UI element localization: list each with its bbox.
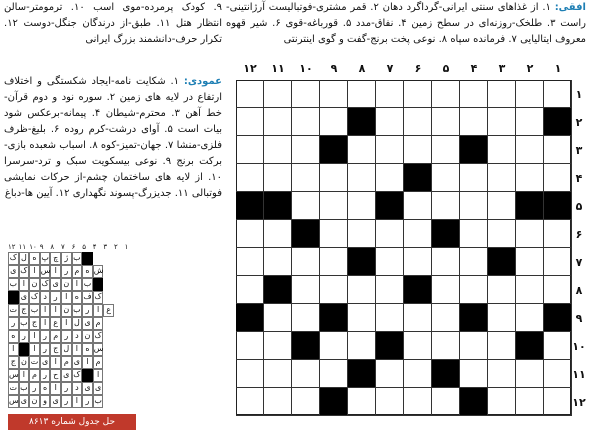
solution-black-cell bbox=[82, 252, 93, 265]
solution-letter-cell: ا bbox=[29, 343, 40, 356]
column-number: ۵ bbox=[442, 62, 450, 75]
letter-cell[interactable] bbox=[544, 164, 572, 192]
solution-letter-cell: ج bbox=[19, 304, 30, 317]
solution-grid bbox=[8, 252, 136, 414]
letter-cell[interactable] bbox=[236, 80, 264, 108]
letter-cell[interactable] bbox=[376, 304, 404, 332]
solution-letter-cell: ی bbox=[93, 382, 104, 395]
letter-cell[interactable] bbox=[292, 388, 320, 416]
letter-cell[interactable] bbox=[292, 360, 320, 388]
solution-letter-cell: ب bbox=[8, 278, 19, 291]
letter-cell[interactable] bbox=[292, 304, 320, 332]
black-cell bbox=[264, 192, 292, 220]
black-cell bbox=[292, 220, 320, 248]
black-cell bbox=[432, 360, 460, 388]
solution-letter-cell: س bbox=[8, 395, 19, 408]
solution-letter-cell: ه bbox=[72, 291, 83, 304]
letter-cell[interactable] bbox=[292, 248, 320, 276]
letter-cell[interactable] bbox=[236, 164, 264, 192]
letter-cell[interactable] bbox=[432, 164, 460, 192]
solution-letter-cell: ی bbox=[50, 278, 61, 291]
letter-cell[interactable] bbox=[516, 220, 544, 248]
letter-cell[interactable] bbox=[432, 276, 460, 304]
solution-letter-cell: ر bbox=[61, 382, 72, 395]
letter-cell[interactable] bbox=[488, 164, 516, 192]
black-cell bbox=[348, 360, 376, 388]
letter-cell[interactable] bbox=[264, 304, 292, 332]
solution-letter-cell: ج bbox=[50, 343, 61, 356]
row-number: ۲ bbox=[575, 116, 583, 129]
clues-continued bbox=[4, 0, 222, 54]
letter-cell[interactable] bbox=[320, 164, 348, 192]
letter-cell[interactable] bbox=[460, 220, 488, 248]
letter-cell[interactable] bbox=[488, 388, 516, 416]
letter-cell[interactable] bbox=[236, 276, 264, 304]
solution-column-number: ۳ bbox=[103, 243, 108, 251]
solution-letter-cell: پ bbox=[40, 252, 51, 265]
letter-cell[interactable] bbox=[264, 136, 292, 164]
letter-cell[interactable] bbox=[488, 332, 516, 360]
solution-letter-cell: س bbox=[93, 343, 104, 356]
solution-letter-cell: ا bbox=[93, 369, 104, 382]
solution-letter-cell: ع bbox=[103, 304, 114, 317]
solution-black-cell bbox=[19, 343, 30, 356]
letter-cell[interactable] bbox=[516, 276, 544, 304]
letter-cell[interactable] bbox=[516, 248, 544, 276]
solution-column-number: ۱۰ bbox=[29, 243, 37, 251]
letter-cell[interactable] bbox=[292, 136, 320, 164]
letter-cell[interactable] bbox=[236, 332, 264, 360]
row-number: ۵ bbox=[575, 200, 583, 213]
letter-cell[interactable] bbox=[404, 388, 432, 416]
letter-cell[interactable] bbox=[432, 332, 460, 360]
solution-letter-cell: ر bbox=[40, 369, 51, 382]
letter-cell[interactable] bbox=[320, 80, 348, 108]
solution-letter-cell: ی bbox=[19, 291, 30, 304]
solution-letter-cell: ت bbox=[8, 382, 19, 395]
black-cell bbox=[460, 388, 488, 416]
letter-cell[interactable] bbox=[460, 80, 488, 108]
solution-letter-cell: ا bbox=[61, 291, 72, 304]
letter-cell[interactable] bbox=[376, 164, 404, 192]
solution-letter-cell: ه bbox=[29, 252, 40, 265]
solution-letter-cell: ن bbox=[29, 278, 40, 291]
letter-cell[interactable] bbox=[488, 360, 516, 388]
letter-cell[interactable] bbox=[516, 164, 544, 192]
letter-cell[interactable] bbox=[320, 332, 348, 360]
solution-label: حل جدول شماره ۸۶۱۳ bbox=[8, 414, 136, 430]
crossword-grid[interactable] bbox=[236, 80, 571, 415]
letter-cell[interactable] bbox=[544, 248, 572, 276]
solution-letter-cell: ن bbox=[61, 278, 72, 291]
solution-column-number: ۹ bbox=[39, 243, 44, 251]
solution-letter-cell: ی bbox=[8, 265, 19, 278]
solution-letter-cell: ی bbox=[82, 382, 93, 395]
solution-letter-cell: ا bbox=[93, 304, 104, 317]
black-cell bbox=[348, 108, 376, 136]
solution-letter-cell: ه bbox=[82, 343, 93, 356]
solution-letter-cell: م bbox=[29, 369, 40, 382]
solution-letter-cell: ک bbox=[19, 265, 30, 278]
black-cell bbox=[320, 388, 348, 416]
row-number: ۱۱ bbox=[572, 368, 586, 381]
solution-letter-cell: ی bbox=[50, 395, 61, 408]
row-number: ۷ bbox=[575, 256, 583, 269]
solution-letter-cell: ب bbox=[82, 278, 93, 291]
clues-vertical bbox=[4, 74, 222, 238]
solution-letter-cell: ک bbox=[93, 291, 104, 304]
solution-letter-cell: د bbox=[40, 291, 51, 304]
letter-cell[interactable] bbox=[432, 304, 460, 332]
letter-cell[interactable] bbox=[544, 276, 572, 304]
solution-letter-cell: ا bbox=[29, 330, 40, 343]
solution-letter-cell: ت bbox=[8, 304, 19, 317]
black-cell bbox=[404, 276, 432, 304]
letter-cell[interactable] bbox=[236, 108, 264, 136]
solution-letter-cell: ا bbox=[72, 343, 83, 356]
letter-cell[interactable] bbox=[264, 220, 292, 248]
row-number: ۶ bbox=[575, 228, 583, 241]
solution-letter-cell: ر bbox=[82, 395, 93, 408]
solution-letter-cell: م bbox=[72, 265, 83, 278]
solution-letter-cell: ف bbox=[82, 291, 93, 304]
letter-cell[interactable] bbox=[488, 276, 516, 304]
solution-letter-cell: ا bbox=[50, 304, 61, 317]
solution-letter-cell: ل bbox=[72, 317, 83, 330]
solution-letter-cell: ی bbox=[40, 356, 51, 369]
solution-letter-cell: ا bbox=[19, 278, 30, 291]
solution-letter-cell: ا bbox=[8, 343, 19, 356]
letter-cell[interactable] bbox=[320, 360, 348, 388]
letter-cell[interactable] bbox=[376, 248, 404, 276]
letter-cell[interactable] bbox=[376, 108, 404, 136]
letter-cell[interactable] bbox=[404, 360, 432, 388]
solution-letter-cell: ا bbox=[72, 278, 83, 291]
letter-cell[interactable] bbox=[544, 80, 572, 108]
black-cell bbox=[264, 276, 292, 304]
solution-letter-cell: ش bbox=[93, 265, 104, 278]
letter-cell[interactable] bbox=[264, 108, 292, 136]
solution-letter-cell: م bbox=[50, 330, 61, 343]
letter-cell[interactable] bbox=[404, 248, 432, 276]
letter-cell[interactable] bbox=[404, 332, 432, 360]
solution-letter-cell: ب bbox=[19, 382, 30, 395]
solution-black-cell bbox=[82, 369, 93, 382]
letter-cell[interactable] bbox=[320, 192, 348, 220]
letter-cell[interactable] bbox=[264, 332, 292, 360]
solution-letter-cell: ا bbox=[50, 382, 61, 395]
letter-cell[interactable] bbox=[236, 388, 264, 416]
black-cell bbox=[544, 192, 572, 220]
solution-letter-cell: ر bbox=[40, 343, 51, 356]
letter-cell[interactable] bbox=[544, 332, 572, 360]
solution-letter-cell: د bbox=[72, 382, 83, 395]
letter-cell[interactable] bbox=[488, 192, 516, 220]
letter-cell[interactable] bbox=[292, 108, 320, 136]
continued-clue-text: ۹. کودک پرمرده-موی اسب ۱۰. ترمومتر-سالن انتظار هتل ۱۱. طبق-از درندگان جنگل-دوست ۱۲. تکرار حرف-دانشمند بزرگ ایرانی bbox=[4, 2, 222, 45]
black-cell bbox=[292, 332, 320, 360]
solution-column-number: ۱ bbox=[124, 243, 129, 251]
solution-black-cell bbox=[8, 291, 19, 304]
letter-cell[interactable] bbox=[348, 276, 376, 304]
solution-column-number: ۱۲ bbox=[8, 243, 16, 251]
letter-cell[interactable] bbox=[320, 108, 348, 136]
solution-letter-cell: ج bbox=[29, 317, 40, 330]
solution-letter-cell: ن bbox=[61, 304, 72, 317]
solution-letter-cell: ب bbox=[72, 252, 83, 265]
solution-letter-cell: ک bbox=[29, 291, 40, 304]
solution-letter-cell: س bbox=[8, 369, 19, 382]
solution-letter-cell: ی bbox=[82, 317, 93, 330]
letter-cell[interactable] bbox=[460, 248, 488, 276]
letter-cell[interactable] bbox=[236, 220, 264, 248]
solution-column-number: ۲ bbox=[114, 243, 118, 251]
solution-letter-cell: ا bbox=[19, 369, 30, 382]
letter-cell[interactable] bbox=[404, 136, 432, 164]
letter-cell[interactable] bbox=[376, 220, 404, 248]
letter-cell[interactable] bbox=[432, 248, 460, 276]
letter-cell[interactable] bbox=[488, 220, 516, 248]
vertical-clue-text: ۱. شکایت نامه-ایجاد شکستگی و اختلاف ارتفاع در لایه های زمین ۲. سوره نود و دوم قرآن-خط آهن ۳. محترم-شیطان ۴. پیمانه-برعکس شود بیات است ۵. آوای درشت-کرم روده ۶. بلیغ-ظرف فلزی-منشا ۷. جهان-تمیز-کوه ۸. اسباب شعبده بازی-برکت برنج ۹. نوعی بیسکویت سبک و ترد-سرسرا ۱۰. از لایه های ساختمان چشم-از حرکات نمایشی فوتبالی ۱۱. جدیزرگ-پسوند نگهداری ۱۲. آیین ها-دباغ bbox=[4, 76, 222, 199]
black-cell bbox=[320, 136, 348, 164]
letter-cell[interactable] bbox=[516, 136, 544, 164]
letter-cell[interactable] bbox=[432, 192, 460, 220]
solution-letter-cell: ل bbox=[19, 252, 30, 265]
black-cell bbox=[348, 248, 376, 276]
letter-cell[interactable] bbox=[292, 80, 320, 108]
letter-cell[interactable] bbox=[460, 276, 488, 304]
letter-cell[interactable] bbox=[348, 332, 376, 360]
letter-cell[interactable] bbox=[544, 136, 572, 164]
solution-letter-cell: ن bbox=[29, 395, 40, 408]
solution-letter-cell: ن bbox=[82, 330, 93, 343]
black-cell bbox=[236, 192, 264, 220]
letter-cell[interactable] bbox=[264, 248, 292, 276]
letter-cell[interactable] bbox=[432, 136, 460, 164]
row-number: ۸ bbox=[575, 284, 583, 297]
solution-letter-cell: ر bbox=[29, 382, 40, 395]
solution-letter-cell: ن bbox=[19, 356, 30, 369]
letter-cell[interactable] bbox=[348, 164, 376, 192]
solution-letter-cell: ت bbox=[29, 356, 40, 369]
solution-letter-cell: ج bbox=[8, 356, 19, 369]
solution-letter-cell: ر bbox=[61, 330, 72, 343]
solution-letter-cell: ب bbox=[93, 395, 104, 408]
letter-cell[interactable] bbox=[404, 220, 432, 248]
row-number: ۴ bbox=[575, 172, 583, 185]
solution-letter-cell: ا bbox=[72, 395, 83, 408]
black-cell bbox=[460, 304, 488, 332]
letter-cell[interactable] bbox=[236, 248, 264, 276]
letter-cell[interactable] bbox=[516, 360, 544, 388]
letter-cell[interactable] bbox=[320, 248, 348, 276]
solution-letter-cell: ا bbox=[40, 304, 51, 317]
solution-letter-cell: د bbox=[72, 330, 83, 343]
row-number: ۱۲ bbox=[572, 396, 586, 409]
column-number: ۱ bbox=[554, 62, 562, 75]
letter-cell[interactable] bbox=[404, 80, 432, 108]
clues-horizontal bbox=[226, 0, 586, 58]
row-number: ۱۰ bbox=[572, 340, 586, 353]
column-number: ۳ bbox=[498, 62, 506, 75]
row-number: ۱ bbox=[575, 88, 583, 101]
solution-letter-cell: ب bbox=[29, 304, 40, 317]
letter-cell[interactable] bbox=[292, 164, 320, 192]
row-number: ۳ bbox=[575, 144, 583, 157]
letter-cell[interactable] bbox=[544, 388, 572, 416]
black-cell bbox=[404, 164, 432, 192]
letter-cell[interactable] bbox=[432, 80, 460, 108]
solution-column-number: ۷ bbox=[61, 243, 65, 251]
letter-cell[interactable] bbox=[460, 164, 488, 192]
solution-letter-cell: ا bbox=[61, 317, 72, 330]
letter-cell[interactable] bbox=[236, 136, 264, 164]
solution-letter-cell: ه bbox=[8, 330, 19, 343]
solution-letter-cell: م bbox=[93, 317, 104, 330]
letter-cell[interactable] bbox=[348, 220, 376, 248]
black-cell bbox=[376, 192, 404, 220]
letter-cell[interactable] bbox=[348, 136, 376, 164]
black-cell bbox=[488, 248, 516, 276]
horizontal-heading: افقی: bbox=[554, 2, 586, 13]
column-number: ۷ bbox=[386, 62, 394, 75]
solution-black-cell bbox=[93, 278, 104, 291]
solution-letter-cell: ر bbox=[40, 330, 51, 343]
column-number: ۱۰ bbox=[299, 62, 313, 75]
letter-cell[interactable] bbox=[544, 220, 572, 248]
solution-letter-cell: و bbox=[40, 395, 51, 408]
letter-cell[interactable] bbox=[460, 108, 488, 136]
vertical-heading: عمودی: bbox=[183, 76, 222, 87]
row-number: ۹ bbox=[575, 312, 583, 325]
solution-letter-cell: ر bbox=[61, 395, 72, 408]
solution-letter-cell: ک bbox=[40, 278, 51, 291]
column-number: ۴ bbox=[470, 62, 478, 75]
letter-cell[interactable] bbox=[516, 80, 544, 108]
letter-cell[interactable] bbox=[460, 192, 488, 220]
letter-cell[interactable] bbox=[320, 220, 348, 248]
letter-cell[interactable] bbox=[488, 304, 516, 332]
letter-cell[interactable] bbox=[292, 192, 320, 220]
letter-cell[interactable] bbox=[376, 80, 404, 108]
column-number: ۲ bbox=[526, 62, 534, 75]
column-number: ۹ bbox=[330, 62, 338, 75]
column-number: ۱۲ bbox=[243, 62, 257, 75]
letter-cell[interactable] bbox=[348, 192, 376, 220]
black-cell bbox=[544, 108, 572, 136]
solution-letter-cell: ا bbox=[50, 265, 61, 278]
solution-letter-cell: ر bbox=[8, 317, 19, 330]
solution-letter-cell: ک bbox=[8, 252, 19, 265]
solution-letter-cell: ب bbox=[72, 304, 83, 317]
letter-cell[interactable] bbox=[264, 360, 292, 388]
letter-cell[interactable] bbox=[404, 108, 432, 136]
column-number: ۱۱ bbox=[271, 62, 285, 75]
solution-letter-cell: ب bbox=[19, 317, 30, 330]
black-cell bbox=[516, 332, 544, 360]
solution-letter-cell: ر bbox=[61, 265, 72, 278]
solution-column-number: ۴ bbox=[92, 243, 97, 251]
solution-letter-cell: ه bbox=[82, 265, 93, 278]
solution-letter-cell: ا bbox=[82, 356, 93, 369]
letter-cell[interactable] bbox=[432, 108, 460, 136]
solution-column-number: ۵ bbox=[82, 243, 86, 251]
letter-cell[interactable] bbox=[376, 360, 404, 388]
solution-letter-cell: ر bbox=[82, 304, 93, 317]
letter-cell[interactable] bbox=[488, 136, 516, 164]
letter-cell[interactable] bbox=[460, 332, 488, 360]
solution-letter-cell: ا bbox=[40, 317, 51, 330]
letter-cell[interactable] bbox=[376, 276, 404, 304]
letter-cell[interactable] bbox=[376, 388, 404, 416]
black-cell bbox=[544, 304, 572, 332]
letter-cell[interactable] bbox=[292, 276, 320, 304]
letter-cell[interactable] bbox=[348, 80, 376, 108]
solution-letter-cell: ح bbox=[50, 369, 61, 382]
letter-cell[interactable] bbox=[348, 304, 376, 332]
solution-letter-cell: چ bbox=[50, 252, 61, 265]
letter-cell[interactable] bbox=[348, 388, 376, 416]
solution-letter-cell: ژ bbox=[61, 252, 72, 265]
solution-letter-cell: ا bbox=[29, 265, 40, 278]
letter-cell[interactable] bbox=[264, 80, 292, 108]
black-cell bbox=[516, 192, 544, 220]
letter-cell[interactable] bbox=[516, 108, 544, 136]
letter-cell[interactable] bbox=[516, 388, 544, 416]
solution-letter-cell: م bbox=[93, 356, 104, 369]
letter-cell[interactable] bbox=[404, 192, 432, 220]
solution-letter-cell: ی bbox=[61, 369, 72, 382]
letter-cell[interactable] bbox=[320, 276, 348, 304]
letter-cell[interactable] bbox=[432, 388, 460, 416]
solution-letter-cell: م bbox=[61, 356, 72, 369]
letter-cell[interactable] bbox=[264, 388, 292, 416]
letter-cell[interactable] bbox=[516, 304, 544, 332]
letter-cell[interactable] bbox=[264, 164, 292, 192]
letter-cell[interactable] bbox=[544, 360, 572, 388]
solution-letter-cell: ر bbox=[19, 330, 30, 343]
solution-column-number: ۱۱ bbox=[18, 243, 27, 251]
letter-cell[interactable] bbox=[376, 136, 404, 164]
solution-letter-cell: ی bbox=[19, 395, 30, 408]
horizontal-clue-text: ۱. از غذاهای سنتی ایرانی-گرداگرد دهان ۲. قمر مشتری-فوتبالیست آرژانتینی-راست ۳. طلخک-روزنه‌ای در سطح زمین ۴. نفاق-مدد ۵. قورباغه-قوی ۶. شیر قهوه معروف ایتالیایی ۷. فرمانده سپاه ۸. نوعی پخت برنج-گفت و گوی اینترنتی bbox=[226, 2, 587, 45]
black-cell bbox=[236, 304, 264, 332]
letter-cell[interactable] bbox=[460, 360, 488, 388]
letter-cell[interactable] bbox=[404, 304, 432, 332]
black-cell bbox=[460, 136, 488, 164]
solution-letter-cell: ه bbox=[40, 382, 51, 395]
solution-column-number: ۶ bbox=[71, 243, 76, 251]
letter-cell[interactable] bbox=[488, 80, 516, 108]
solution-letter-cell: ع bbox=[50, 317, 61, 330]
solution-column-number: ۸ bbox=[50, 243, 55, 251]
column-number: ۶ bbox=[414, 62, 422, 75]
black-cell bbox=[376, 332, 404, 360]
solution-letter-cell: ا bbox=[50, 356, 61, 369]
black-cell bbox=[432, 220, 460, 248]
letter-cell[interactable] bbox=[236, 360, 264, 388]
solution-letter-cell: ک bbox=[93, 330, 104, 343]
solution-letter-cell: ک bbox=[72, 369, 83, 382]
solution-letter-cell: ل bbox=[61, 343, 72, 356]
solution-letter-cell: ی bbox=[72, 356, 83, 369]
column-number: ۸ bbox=[358, 62, 366, 75]
black-cell bbox=[320, 304, 348, 332]
solution-letter-cell: س bbox=[40, 265, 51, 278]
letter-cell[interactable] bbox=[488, 108, 516, 136]
solution-letter-cell: ر bbox=[50, 291, 61, 304]
